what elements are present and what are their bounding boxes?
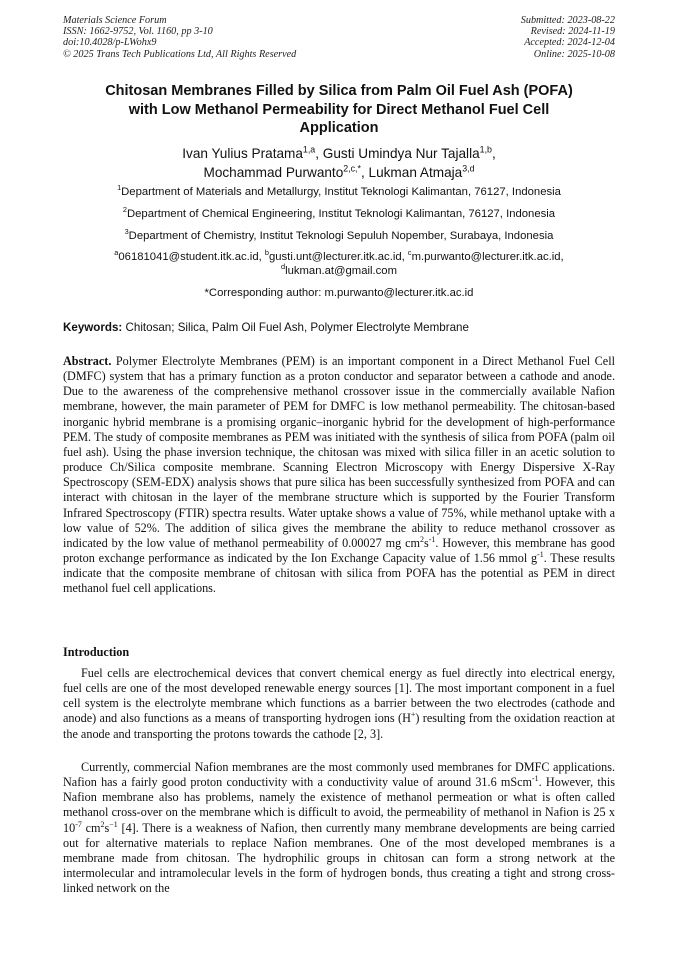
author-name: Mochammad Purwanto xyxy=(203,164,344,180)
accepted-date: Accepted: 2024-12-04 xyxy=(524,37,615,49)
author-separator: , xyxy=(491,146,496,161)
abstract xyxy=(63,354,615,597)
paragraph-text: . However, this Nafion membrane also has problems, namely the existence of methanol permeation or what is often called methanol cross-over on the membrane which is difficult to avoid, the permeability of methanol in Nafion is 25 x 10 xyxy=(63,775,615,835)
author-line-2 xyxy=(40,164,638,183)
issn: ISSN: 1662-9752, Vol. 1160, pp 3-10 xyxy=(63,26,213,38)
keywords-label: Keywords: xyxy=(63,321,123,334)
email-link[interactable]: m.purwanto@lecturer.itk.ac.id, xyxy=(411,251,564,263)
keywords-text: Chitosan; Silica, Palm Oil Fuel Ash, Polymer Electrolyte Membrane xyxy=(122,321,469,334)
affiliation-text: Department of Materials and Metallurgy, Institut Teknologi Kalimantan, 76127, Indonesia xyxy=(121,186,561,198)
affiliation-text: Department of Chemical Engineering, Institut Teknologi Kalimantan, 76127, Indonesia xyxy=(126,208,556,220)
affiliation-2 xyxy=(40,207,638,221)
journal-info xyxy=(63,15,296,60)
abstract-superscript: 2 xyxy=(420,534,425,544)
intro-paragraph-2 xyxy=(63,760,615,896)
submitted-date: Submitted: 2023-08-22 xyxy=(520,15,615,26)
author-superscript: 2,c,* xyxy=(343,162,361,173)
title-line-3: Application xyxy=(299,120,379,136)
revised-date: Revised: 2024-11-19 xyxy=(530,26,615,38)
paragraph-superscript: -7 xyxy=(75,819,82,829)
doi: doi:10.4028/p-LWohx9 xyxy=(63,37,157,49)
paragraph-text: Fuel cells are electrochemical devices that convert chemical energy as fuel directly into electrical energy, fuel cells are one of the most developed renewable energy sources [1]. The most important component in a fuel cell system is the electrolyte membrane which functions as a barrier between the two electrodes (cathode and anode) and also functions as a means of transporting hydrogen ions (H xyxy=(63,666,615,726)
paragraph-superscript: 2 xyxy=(100,819,105,829)
affiliation-superscript: 3 xyxy=(124,227,129,237)
corresponding-author: *Corresponding author: m.purwanto@lecturer.itk.ac.id xyxy=(204,287,474,299)
author-superscript: 1,a xyxy=(302,144,316,155)
journal-name: Materials Science Forum xyxy=(63,15,167,26)
paragraph-superscript: −1 xyxy=(109,819,118,829)
intro-paragraph-1 xyxy=(63,666,615,742)
paragraph-text: s xyxy=(104,820,110,835)
affiliation-1 xyxy=(40,185,638,199)
publication-dates xyxy=(521,15,615,60)
affiliation-superscript: 2 xyxy=(122,205,127,215)
abstract-text: . These results indicate that the composite membrane of chitosan with silica from POFA has the potential as PEM in direct methanol fuel cell applications. xyxy=(63,551,615,596)
email-link[interactable]: lukman.at@gmail.com xyxy=(285,265,397,277)
paragraph-text: Currently, commercial Nafion membranes are the most commonly used membranes for DMFC applications. Nafion has a fairly good proton conductivity with a conductivity value of around 31.6 mScm xyxy=(63,760,615,790)
abstract-text: Polymer Electrolyte Membranes (PEM) is an important component in a Direct Methanol Fuel Cell (DMFC) system that has a primary function as a proton conductor and separator between a cathode and anode. Due to the awareness of the comprehensive methanol crossover issue in the commercially available Nafion membrane, however, the main parameter of PEM for DMFC is low methanol permeability. The chitosan-based inorganic hybrid membrane is a promising organic–inorganic hybrid for the development of high-performance PEM. The study of composite membranes as PEM was initiated with the synthesis of silica from POFA (palm oil fuel ash). Using the phase inversion technique, the chitosan was mixed with silica filler in an acetic solution to produce Ch/Silica composite membrane. Scanning Electron Microscopy with Energy Dispersive X-Ray Spectroscopy (SEM-EDX) analysis shows that pure silica has been successfully synthesized from POFA and can interact with chitosan in the layer of the membrane structure which is supported by the Fourier Transform Infrared Spectroscopy (FTIR) spectra results. Water uptake shows a value of 75%, while methanol uptake with a low value of 52%. The addition of silica gives the membrane the ability to reduce methanol crossover as indicated by the low value of methanol permeability of 0.00027 mg cm xyxy=(63,354,615,550)
introduction-heading: Introduction xyxy=(63,645,130,659)
online-date: Online: 2025-10-08 xyxy=(533,48,615,60)
affiliation-3 xyxy=(40,229,638,243)
abstract-text: s xyxy=(424,535,429,550)
email-superscript: b xyxy=(264,248,269,258)
abstract-text: . However, this membrane has good proton exchange performance as indicated by the Ion Exchange Capacity value of 1.56 mmol g xyxy=(63,535,615,566)
author-name: Ivan Yulius Pratama xyxy=(182,146,303,161)
paragraph-superscript: -1 xyxy=(532,774,539,784)
paragraph-text: [4]. There is a weakness of Nafion, then currently many membrane developments are being carried out for alternative materials to replace Nafion membranes. One of the most developed membranes is a membrane made from chitosan. The hydrophilic groups in chitosan can form a strong network at the intermolecular and intramolecular levels in the form of hydrogen bonds, thus creating a tight and strong cross-linked network on the xyxy=(63,820,615,896)
author-superscript: 1,b xyxy=(479,144,492,155)
abstract-label: Abstract. xyxy=(63,354,112,368)
email-superscript: a xyxy=(114,248,119,258)
paragraph-text: ) resulting from the oxidation reaction at the anode and transporting the protons towards the cathode [2, 3]. xyxy=(63,711,615,741)
author-name: Lukman Atmaja xyxy=(368,164,463,180)
author-line-1 xyxy=(40,145,638,164)
title-line-2: with Low Methanol Permeability for Direct Methanol Fuel Cell xyxy=(128,101,550,118)
author-emails xyxy=(40,250,638,278)
author-separator: , xyxy=(360,164,369,180)
email-link[interactable]: 06181041@student.itk.ac.id, xyxy=(118,251,265,263)
email-line-2 xyxy=(40,264,638,278)
paragraph-superscript: + xyxy=(410,710,416,720)
paragraph-text: cm xyxy=(81,820,101,835)
email-superscript: c xyxy=(407,248,412,258)
title-line-1: Chitosan Membranes Filled by Silica from Palm Oil Fuel Ash (POFA) xyxy=(105,83,573,99)
abstract-superscript: -1 xyxy=(537,549,544,559)
affiliation-text: Department of Chemistry, Institut Teknologi Sepuluh Nopember, Surabaya, Indonesia xyxy=(128,230,554,242)
paper-title xyxy=(40,82,638,138)
author-separator: , xyxy=(315,146,323,161)
affiliation-superscript: 1 xyxy=(117,183,122,193)
author-name: Gusti Umindya Nur Tajalla xyxy=(322,146,480,161)
email-link[interactable]: gusti.unt@lecturer.itk.ac.id, xyxy=(268,251,408,263)
email-line-1 xyxy=(40,250,638,264)
author-superscript: 3,d xyxy=(462,162,475,173)
copyright: © 2025 Trans Tech Publications Ltd, All Rights Reserved xyxy=(63,48,297,60)
abstract-superscript: -1 xyxy=(428,534,436,544)
author-list xyxy=(40,145,638,182)
email-superscript: d xyxy=(281,262,286,272)
keywords xyxy=(63,321,615,335)
